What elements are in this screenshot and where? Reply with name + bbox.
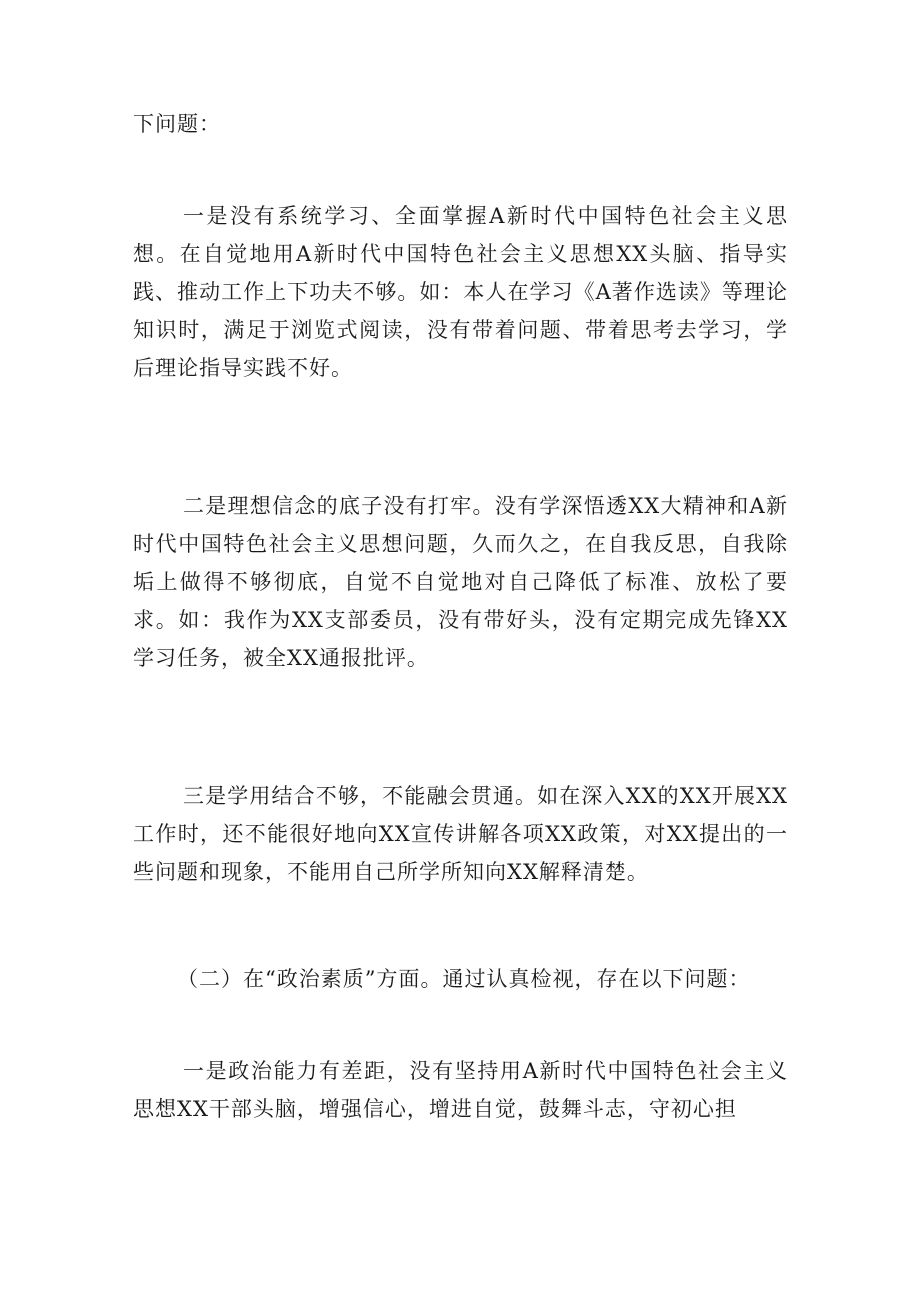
paragraph-point-two: 二是理想信念的底子没有打牢。没有学深悟透XX大精神和A新时代中国特色社会主义思想问题，久而久之，在自我反思，自我除垢上做得不够彻底，自觉不自觉地对自己降低了标准、放松了要求。如：我作为XX支部委员，没有带好头，没有定期完成先锋XX学习任务，被全XX通报批评。 [133,494,788,670]
paragraph-political-point-one: 一是政治能力有差距，没有坚持用A新时代中国特色社会主义思想XX干部头脑，增强信心，增进自觉，鼓舞斗志，守初心担 [133,1059,788,1121]
paragraph-point-three: 三是学用结合不够，不能融会贯通。如在深入XX的XX开展XX工作时，还不能很好地向XX宣传讲解各项XX政策，对XX提出的一些问题和现象，不能用自己所学所知向XX解释清楚。 [133,784,788,884]
section-heading-political-quality: （二）在“政治素质”方面。通过认真检视，存在以下问题： [177,967,751,991]
paragraph-continuation: 下问题： [133,112,221,136]
paragraph-point-one: 一是没有系统学习、全面掌握A新时代中国特色社会主义思想。在自觉地用A新时代中国特色社会主义思想XX头脑、指导实践、推动工作上下功夫不够。如：本人在学习《A著作选读》等理论知识时，满足于浏览式阅读，没有带着问题、带着思考去学习，学后理论指导实践不好。 [133,204,788,380]
